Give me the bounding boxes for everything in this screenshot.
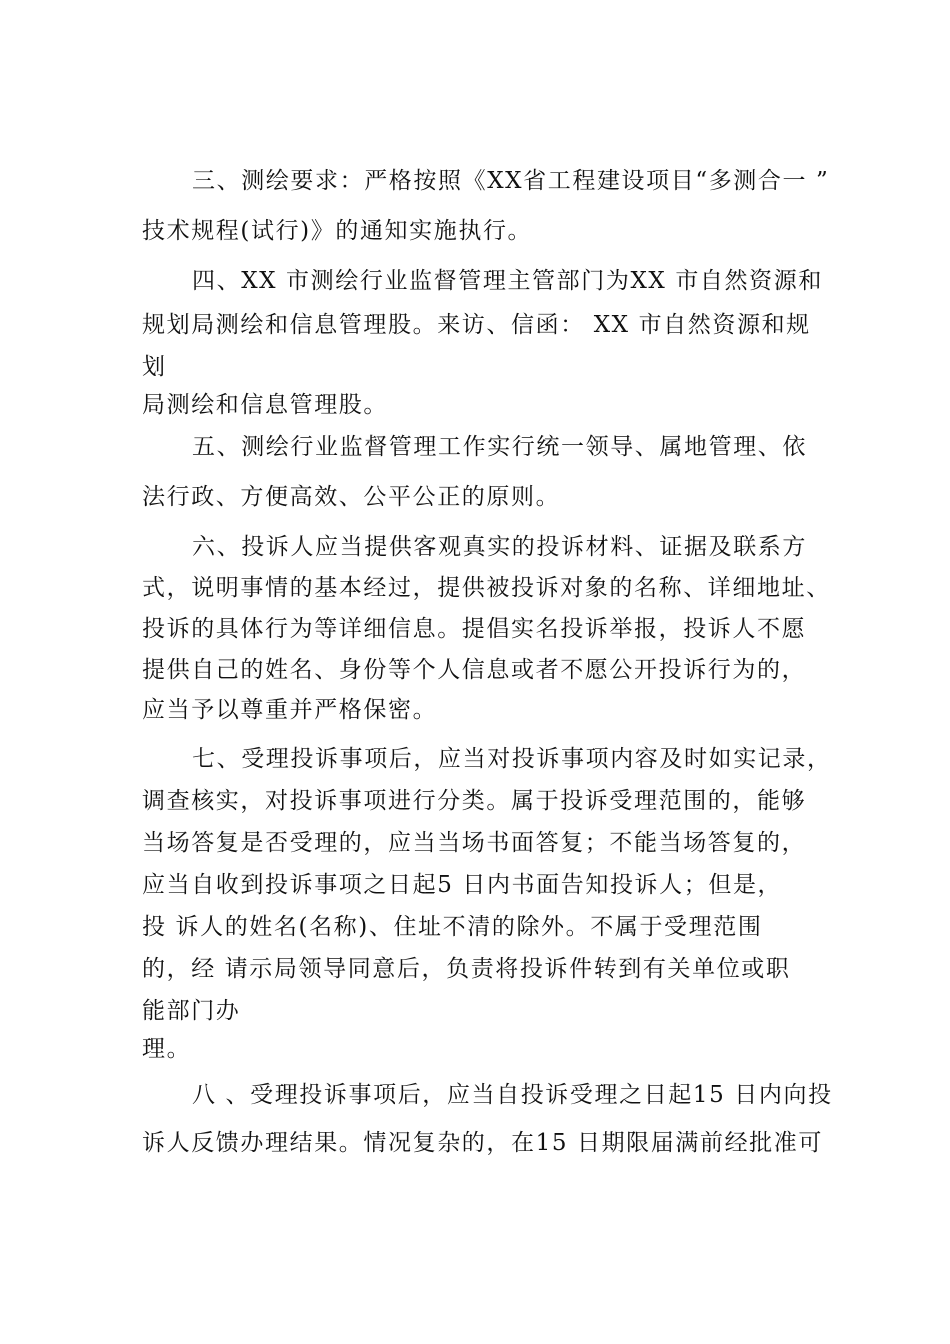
text-line: 六、投诉人应当提供客观真实的投诉材料、证据及联系方	[192, 534, 807, 560]
text-line: 提供自己的姓名、身份等个人信息或者不愿公开投诉行为的，	[142, 657, 807, 683]
text-line: 调查核实，对投诉事项进行分类。属于投诉受理范围的，能够	[142, 788, 807, 814]
text-line: 应当自收到投诉事项之日起5 日内书面告知投诉人；但是，	[142, 872, 783, 898]
text-line: 的，经 请示局领导同意后，负责将投诉件转到有关单位或职	[142, 956, 791, 982]
text-line: 五、测绘行业监督管理工作实行统一领导、属地管理、依	[192, 434, 807, 460]
text-line: 应当予以尊重并严格保密。	[142, 697, 438, 723]
text-line: 四、XX 市测绘行业监督管理主管部门为XX 市自然资源和	[192, 268, 823, 294]
text-line: 划	[142, 354, 167, 380]
text-line: 三、测绘要求：严格按照《XX省工程建设项目“多测合一 ”	[192, 168, 830, 194]
text-line: 八 、受理投诉事项后，应当自投诉受理之日起15 日内向投	[192, 1082, 833, 1108]
text-line: 诉人反馈办理结果。情况复杂的，在15 日期限届满前经批准可	[142, 1130, 823, 1156]
text-line: 当场答复是否受理的，应当当场书面答复；不能当场答复的，	[142, 830, 807, 856]
text-line: 技术规程(试行)》的通知实施执行。	[142, 218, 533, 244]
text-line: 投诉的具体行为等详细信息。提倡实名投诉举报，投诉人不愿	[142, 616, 807, 642]
text-line: 理。	[142, 1036, 192, 1062]
text-line: 规划局测绘和信息管理股。来访、信函： XX 市自然资源和规	[142, 312, 811, 338]
text-line: 能部门办	[142, 998, 241, 1024]
text-line: 式，说明事情的基本经过，提供被投诉对象的名称、详细地址、	[142, 575, 831, 601]
text-line: 投 诉人的姓名(名称)、住址不清的除外。不属于受理范围	[142, 914, 763, 940]
text-line: 法行政、方便高效、公平公正的原则。	[142, 484, 561, 510]
text-line: 七、受理投诉事项后，应当对投诉事项内容及时如实记录，	[192, 746, 832, 772]
text-line: 局测绘和信息管理股。	[142, 392, 388, 418]
